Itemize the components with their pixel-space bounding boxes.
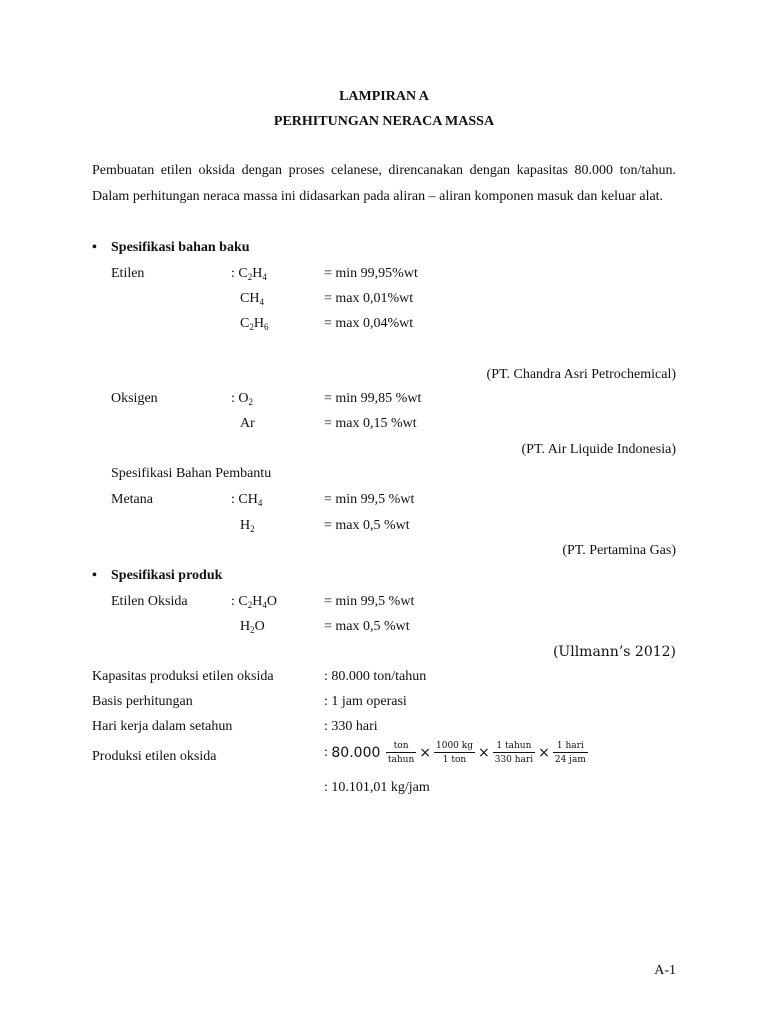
fraction-numerator: 1 tahun [493, 741, 535, 753]
basis-label: Basis perhitungan [92, 694, 193, 709]
etilen-value-2: = max 0,01%wt [324, 291, 414, 306]
hari-value: : 330 hari [324, 719, 378, 734]
etilen-formula-c2h4: : $C_2H_4$ [231, 266, 267, 282]
oksigen-formula-o2: : $O_2$ [231, 391, 253, 407]
oksigen-formula-ar: Ar [240, 416, 255, 431]
page-number: A-1 [654, 963, 676, 978]
kapasitas-value: : 80.000 ton/tahun [324, 669, 427, 684]
fraction-hari-per-jam [553, 741, 588, 765]
metana-value-2: = max 0,5 %wt [324, 518, 410, 533]
fraction-kg-per-ton [434, 741, 475, 765]
product-formula-h2o: $H_2O$ [240, 619, 265, 635]
product-value-2: = max 0,5 %wt [324, 619, 410, 634]
produksi-equation [324, 741, 590, 765]
metana-label: Metana [111, 492, 153, 507]
times-symbol: × [419, 745, 431, 761]
hari-label: Hari kerja dalam setahun [92, 719, 233, 734]
produksi-number: 80.000 [331, 745, 381, 761]
bullet-spec-product [92, 569, 222, 583]
fraction-tahun-per-hari [493, 741, 535, 765]
metana-formula-ch4: : $CH_4$ [231, 492, 263, 508]
fraction-denominator: tahun [387, 755, 415, 765]
etilen-value-3: = max 0,04%wt [324, 316, 414, 331]
fraction-ton-per-tahun [386, 741, 416, 765]
spec-pembantu-heading: Spesifikasi Bahan Pembantu [111, 466, 272, 481]
oksigen-value-2: = max 0,15 %wt [324, 416, 417, 431]
basis-value: : 1 jam operasi [324, 694, 407, 709]
product-formula-c2h4o: : $C_2H_4O$ [231, 594, 277, 610]
oksigen-value-1: = min 99,85 %wt [324, 391, 422, 406]
fraction-numerator: 1000 kg [436, 741, 473, 751]
produksi-result: : 10.101,01 kg/jam [324, 780, 430, 795]
spec-raw-heading: Spesifikasi bahan baku [111, 240, 250, 255]
etilen-formula-c2h6: $C_2H_6$ [240, 316, 269, 332]
fraction-denominator: 1 ton [442, 755, 467, 765]
bullet-spec-raw [92, 241, 250, 255]
produksi-colon: : [324, 745, 328, 760]
oksigen-source: (PT. Air Liquide Indonesia) [521, 442, 676, 457]
etilen-label: Etilen [111, 266, 145, 281]
fraction-numerator: 1 hari [553, 741, 588, 753]
kapasitas-label: Kapasitas produksi etilen oksida [92, 669, 274, 684]
times-symbol: × [477, 745, 490, 761]
page-title: LAMPIRAN A [339, 89, 429, 104]
produksi-label: Produksi etilen oksida [92, 749, 217, 764]
etilen-value-1: = min 99,95%wt [324, 266, 418, 281]
times-symbol: × [538, 745, 550, 761]
fraction-denominator: 24 jam [554, 755, 586, 765]
product-label: Etilen Oksida [111, 594, 188, 609]
spec-product-heading: Spesifikasi produk [111, 568, 223, 583]
fraction-numerator: ton [386, 741, 416, 753]
metana-value-1: = min 99,5 %wt [324, 492, 415, 507]
oksigen-label: Oksigen [111, 391, 158, 406]
metana-formula-h2: $H_2$ [240, 518, 255, 534]
product-value-1: = min 99,5 %wt [324, 594, 415, 609]
product-source: (Ullmann’s 2012) [552, 644, 676, 660]
metana-source: (PT. Pertamina Gas) [562, 543, 676, 558]
bullet-icon: • [92, 568, 97, 583]
page-subtitle: PERHITUNGAN NERACA MASSA [273, 114, 495, 129]
intro-paragraph: Pembuatan etilen oksida dengan proses celanese, direncanakan dengan kapasitas 80.000 ton/tahun. Dalam perhitungan neraca massa ini didasarkan pada aliran – aliran komponen masuk dan keluar alat. [92, 163, 676, 204]
etilen-source: (PT. Chandra Asri Petrochemical) [486, 367, 676, 382]
fraction-denominator: 330 hari [494, 755, 534, 765]
etilen-formula-ch4: $CH_4$ [240, 291, 264, 307]
bullet-icon: • [92, 240, 97, 255]
